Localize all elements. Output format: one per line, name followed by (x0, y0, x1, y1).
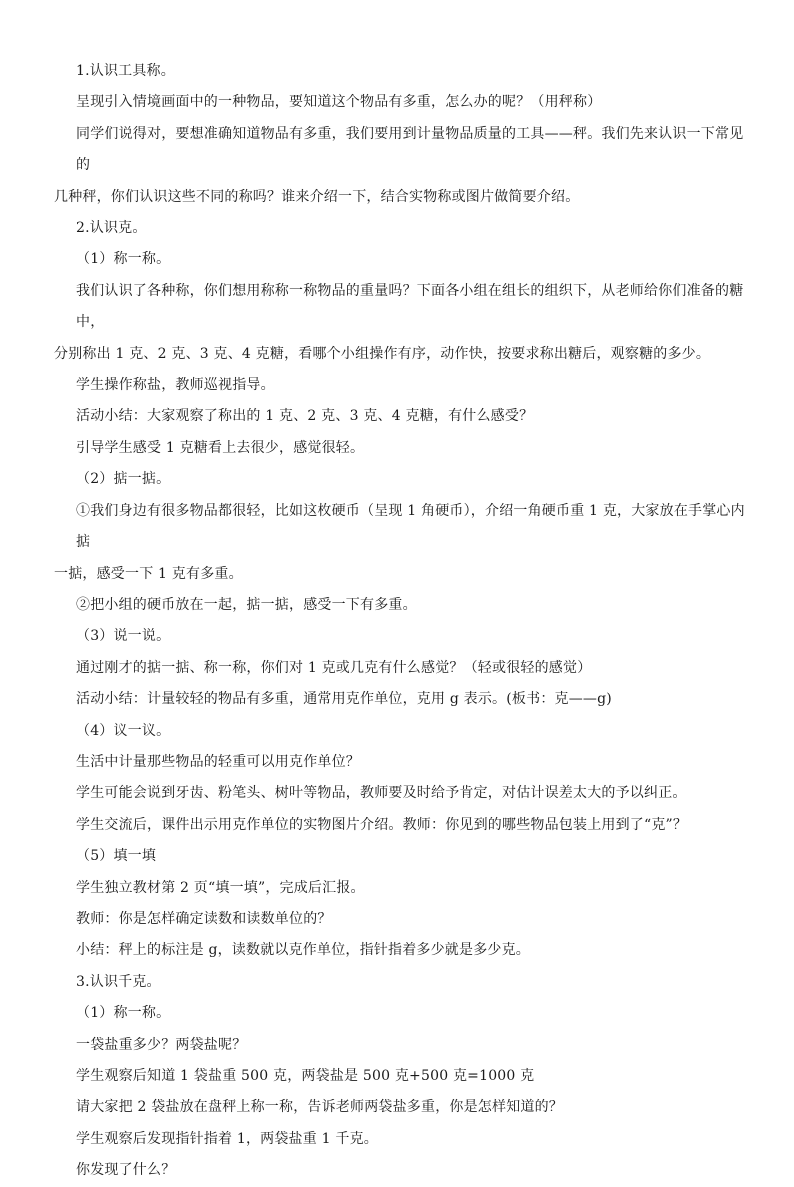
paragraph: 小结：秤上的标注是 g，读数就以克作单位，指针指着多少就是多少克。 (76, 942, 531, 959)
paragraph: ①我们身边有很多物品都很轻，比如这枚硬币（呈现 1 角硬币），介绍一角硬币重 1 克，大家放在手掌心内掂 (76, 502, 745, 551)
sub-heading: （5）填一填 (76, 848, 157, 865)
section-heading-gram: 2.认识克。 (76, 220, 147, 237)
paragraph-continuation: 分别称出 1 克、2 克、3 克、4 克糖，看哪个小组操作有序，动作快，按要求称出糖后，观察糖的多少。 (54, 345, 711, 362)
paragraph: 请大家把 2 袋盐放在盘秤上称一称，告诉老师两袋盐多重，你是怎样知道的？ (76, 1099, 564, 1116)
paragraph: 同学们说得对，要想准确知道物品有多重，我们要用到计量物品质量的工具——秤。我们先来认识一下常见的 (76, 125, 744, 174)
paragraph: 通过刚才的掂一掂、称一称，你们对 1 克或几克有什么感觉？（轻或很轻的感觉） (76, 659, 592, 676)
sub-heading: （3）说一说。 (76, 628, 171, 645)
sub-heading: （1）称一称。 (76, 251, 171, 268)
sub-heading: （2）掂一掂。 (76, 471, 171, 488)
section-heading-kilogram: 3.认识千克。 (76, 973, 161, 990)
paragraph-continuation: 几种秤，你们认识这些不同的称吗？谁来介绍一下，结合实物称或图片做简要介绍。 (54, 188, 580, 205)
paragraph: 学生观察后知道 1 袋盐重 500 克，两袋盐是 500 克+500 克=1000 克 (76, 1068, 535, 1084)
paragraph: 学生可能会说到牙齿、粉笔头、树叶等物品，教师要及时给予肯定，对估计误差太大的予以纠正。 (76, 785, 687, 802)
paragraph: 你发现了什么？ (76, 1162, 176, 1179)
paragraph: 呈现引入情境画面中的一种物品，要知道这个物品有多重，怎么办的呢？（用秤称） (76, 94, 602, 111)
paragraph: 引导学生感受 1 克糖看上去很少，感觉很轻。 (76, 439, 365, 456)
paragraph: 活动小结：大家观察了称出的 1 克、2 克、3 克、4 克糖，有什么感受？ (76, 408, 534, 425)
paragraph: 一袋盐重多少？两袋盐呢？ (76, 1036, 247, 1053)
sub-heading: （4）议一议。 (76, 722, 171, 739)
document-body (54, 56, 756, 1187)
paragraph: 活动小结：计量较轻的物品有多重，通常用克作单位，克用 g 表示。(板书：克——g) (76, 691, 612, 708)
paragraph: ②把小组的硬币放在一起，掂一掂，感受一下有多重。 (76, 596, 417, 613)
paragraph: 学生独立教材第 2 页“填一填”，完成后汇报。 (76, 879, 365, 896)
paragraph: 学生操作称盐，教师巡视指导。 (76, 377, 275, 394)
paragraph: 学生交流后，课件出示用克作单位的实物图片介绍。教师：你见到的哪些物品包装上用到了“克”？ (76, 816, 688, 833)
sub-heading: （1）称一称。 (76, 1005, 171, 1022)
paragraph-continuation: 一掂，感受一下 1 克有多重。 (54, 565, 243, 582)
paragraph: 生活中计量那些物品的轻重可以用克作单位？ (76, 753, 360, 770)
paragraph: 教师：你是怎样确定读数和读数单位的？ (76, 910, 332, 927)
paragraph: 我们认识了各种称，你们想用称称一称物品的重量吗？下面各小组在组长的组织下，从老师给你们准备的糖中， (76, 282, 744, 331)
section-heading-tools: 1.认识工具称。 (76, 63, 175, 79)
paragraph: 学生观察后发现指针指着 1，两袋盐重 1 千克。 (76, 1130, 378, 1147)
